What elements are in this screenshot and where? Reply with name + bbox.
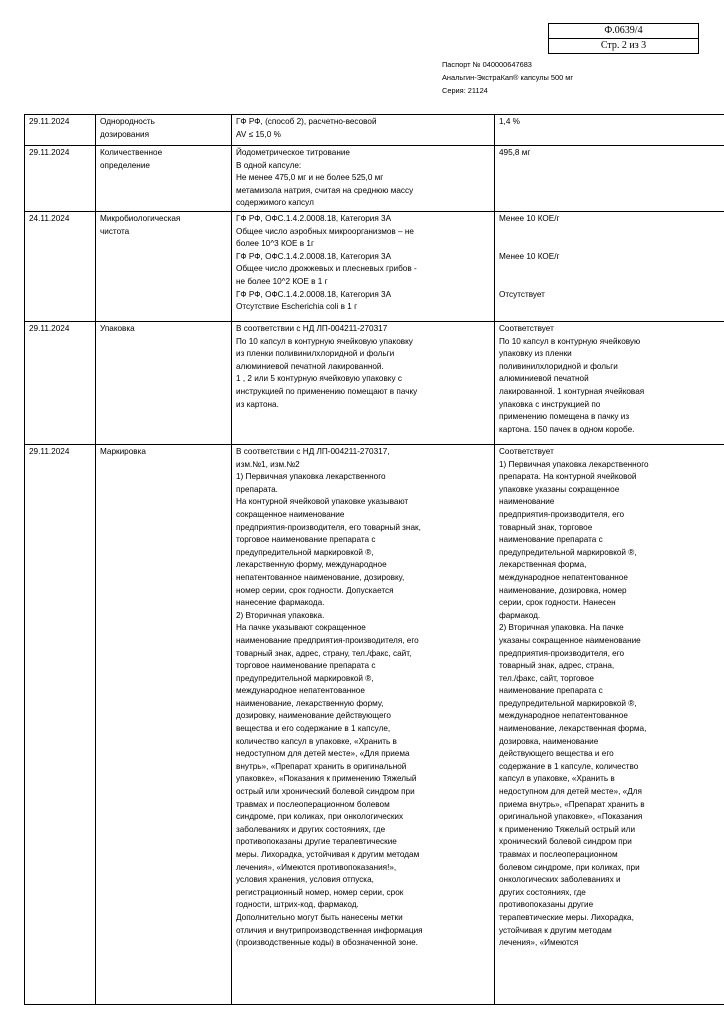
text-line: не более 10^2 КОЕ в 1 г	[236, 276, 328, 286]
text-line: 2) Вторичная упаковка. На пачке	[499, 623, 624, 633]
norm-requirement	[232, 115, 495, 146]
passport-number: Паспорт № 040000647683	[442, 60, 532, 69]
text-line: наименование предприятия-производителя, его	[236, 635, 419, 645]
text-line: тел./факс, сайт, торговое	[499, 673, 594, 683]
text-line: товарный знак, торговое	[499, 522, 593, 532]
table-row	[25, 115, 724, 146]
text-line: предупредительной маркировкой ®,	[499, 547, 637, 557]
text-line: Соответствует	[499, 324, 554, 333]
text-line: предупредительной маркировкой ®,	[499, 698, 637, 708]
text-line: противопоказаны другие	[499, 900, 594, 910]
text-line: дозировку, наименование действующего	[236, 711, 391, 721]
text-line: капсул в упаковке, «Хранить в	[499, 774, 615, 784]
text-line: торговое наименование препарата с	[236, 535, 376, 545]
text-line: лечения», «Имеются противопоказания!»,	[236, 862, 397, 872]
page-number: Стр. 2 из 3	[549, 38, 698, 53]
table-row	[25, 146, 724, 212]
text-line: 495,8 мг	[499, 148, 531, 157]
text-line: лекарственная форма,	[499, 560, 587, 570]
passport-header	[442, 58, 573, 97]
text-line: По 10 капсул в контурную ячейковую	[499, 336, 641, 346]
text-line: фармакод.	[499, 610, 541, 620]
text-line: препарата.	[236, 484, 278, 494]
text-line: На контурной ячейковой упаковке указывают	[236, 497, 409, 507]
text-line: международное непатентованное	[499, 572, 628, 582]
test-date: 29.11.2024	[25, 322, 96, 445]
text-line: алюминиевой печатной лакированной.	[236, 361, 384, 371]
text-line: устойчивая к другим методам	[499, 925, 612, 935]
text-line: к применению Тяжелый острый или	[499, 824, 636, 834]
text-line: внутрь», «Препарат хранить в оригинальной	[236, 761, 407, 771]
form-code: Ф.0639/4	[604, 25, 643, 36]
text-line: Не менее 475,0 мг и не более 525,0 мг	[236, 173, 384, 183]
text-line: отличия и внутрипроизводственная информация	[236, 925, 423, 935]
text-line: (производственные коды) в обозначенной зоне.	[236, 938, 418, 948]
test-parameter	[96, 115, 232, 146]
text-line: онкологических заболеваниях и	[499, 875, 621, 885]
text-line: предприятия-производителя, его товарный знак,	[236, 522, 421, 532]
text-line: содержание в 1 капсуле, количество	[499, 761, 639, 771]
text-line: наименование, дозировка, номер	[499, 585, 627, 595]
test-date: 29.11.2024	[25, 115, 96, 146]
text-line	[499, 238, 724, 251]
text-line: лечения», «Имеются	[499, 938, 579, 948]
text-line: Отсутствует	[499, 289, 545, 299]
text-line: поливинилхлоридной и фольги	[499, 361, 618, 371]
text-line: определение	[100, 160, 150, 170]
test-date: 29.11.2024	[25, 445, 96, 1005]
text-line: 1 , 2 или 5 контурную ячейковую упаковку с	[236, 374, 402, 384]
norm-requirement	[232, 445, 495, 1005]
text-line: вещества и его содержание в 1 капсуле,	[236, 724, 391, 734]
table-row	[25, 445, 724, 1005]
text-line: наименование препарата с	[499, 686, 603, 696]
text-line: острый или хронический болевой синдром при	[236, 787, 415, 797]
text-line: хронический болевой синдром при	[499, 837, 632, 847]
text-line: количество капсул в упаковке, «Хранить в	[236, 736, 397, 746]
test-result	[495, 445, 724, 1005]
test-result	[495, 322, 724, 445]
text-line: предприятия-производителя, его	[499, 509, 625, 519]
text-line: В одной капсуле:	[236, 160, 302, 170]
form-code-box	[548, 23, 699, 54]
text-line	[499, 276, 724, 289]
text-line: упаковке», «Показания к применению Тяжелый	[236, 774, 417, 784]
text-line: упаковка с инструкцией по	[499, 399, 601, 409]
text-line: Маркировка	[100, 447, 146, 456]
text-line: ГФ РФ, ОФС.1.4.2.0008.18, Категория 3А	[236, 289, 392, 299]
text-line: годности, штрих-код, фармакод.	[236, 900, 359, 910]
text-line: Однородность	[100, 117, 155, 126]
series-number: Серия: 21124	[442, 86, 488, 95]
text-line: метамизола натрия, считая на среднюю массу	[236, 185, 414, 195]
text-line: травмах и послеоперационном болевом	[236, 799, 390, 809]
text-line: наименование препарата с	[499, 535, 603, 545]
text-line: Менее 10 КОЕ/г	[499, 214, 560, 223]
text-line: непатентованное наименование, дозировку,	[236, 572, 405, 582]
text-line: условия хранения, условия отпуска,	[236, 875, 374, 885]
text-line: предупредительной маркировкой ®,	[236, 547, 374, 557]
text-line: изм.№1, изм.№2	[236, 459, 300, 469]
test-result	[495, 115, 724, 146]
text-line: действующего вещества и его	[499, 749, 614, 759]
text-line: серии, срок годности. Нанесен	[499, 598, 616, 608]
text-line: Йодометрическое титрование	[236, 148, 350, 157]
text-line: ГФ РФ, ОФС.1.4.2.0008.18, Категория 3А	[236, 214, 392, 223]
text-line: Общее число дрожжевых и плесневых грибов -	[236, 264, 417, 274]
text-line: указаны сокращенное наименование	[499, 635, 641, 645]
text-line: сокращенное наименование	[236, 509, 345, 519]
text-line: нанесение фармакода.	[236, 598, 325, 608]
text-line: Отсутствие Escherichia coli в 1 г	[236, 302, 358, 312]
text-line: из картона.	[236, 399, 279, 409]
table-row	[25, 212, 724, 322]
text-line: содержимого капсул	[236, 198, 314, 208]
test-parameter	[96, 212, 232, 322]
text-line: предупредительной маркировкой ®,	[236, 673, 374, 683]
text-line: Соответствует	[499, 447, 554, 456]
text-line: дозирования	[100, 129, 150, 139]
text-line: 2) Вторичная упаковка.	[236, 610, 325, 620]
test-date: 24.11.2024	[25, 212, 96, 322]
text-line: регистрационный номер, номер серии, срок	[236, 887, 404, 897]
text-line: наименование	[499, 497, 555, 507]
text-line: 1,4 %	[499, 117, 520, 126]
text-line: По 10 капсул в контурную ячейковую упаковку	[236, 336, 413, 346]
text-line: применению помещена в пачку из	[499, 412, 630, 422]
text-line: международное непатентованное	[236, 686, 365, 696]
text-line: недоступном для детей месте», «Для	[499, 787, 642, 797]
text-line: наименование, лекарственную форму,	[236, 698, 384, 708]
text-line: наименование, лекарственная форма,	[499, 724, 647, 734]
text-line: препарата. На контурной ячейковой	[499, 472, 637, 482]
norm-requirement	[232, 212, 495, 322]
text-line: чистота	[100, 226, 130, 236]
text-line: ГФ РФ, (способ 2), расчетно-весовой	[236, 117, 377, 126]
text-line: лакированной. 1 контурная ячейковая	[499, 386, 645, 396]
text-line: 1) Первичная упаковка лекарственного	[499, 459, 649, 469]
text-line: Микробиологическая	[100, 214, 181, 223]
text-line: предприятия-производителя, его	[499, 648, 625, 658]
text-line: болевом синдроме, при коликах, при	[499, 862, 640, 872]
test-result	[495, 146, 724, 212]
norm-requirement	[232, 146, 495, 212]
test-result	[495, 212, 724, 322]
text-line: торговое наименование препарата с	[236, 661, 376, 671]
text-line: ГФ РФ, ОФС.1.4.2.0008.18, Категория 3А	[236, 251, 392, 261]
text-line	[499, 226, 724, 239]
table-row	[25, 322, 724, 445]
text-line: Дополнительно могут быть нанесены метки	[236, 912, 403, 922]
text-line: Менее 10 КОЕ/г	[499, 251, 560, 261]
test-results-table	[24, 114, 724, 1005]
test-parameter	[96, 146, 232, 212]
text-line: более 10^3 КОЕ в 1г	[236, 239, 314, 249]
text-line	[499, 263, 724, 276]
text-line: синдроме, при коликах, при онкологических	[236, 812, 404, 822]
text-line: Упаковка	[100, 324, 135, 333]
text-line: Количественное	[100, 148, 163, 157]
text-line: из пленки поливинилхлоридной и фольги	[236, 349, 395, 359]
text-line: заболеваниях и других состояниях, где	[236, 824, 386, 834]
text-line: товарный знак, адрес, страну, тел./факс, сайт,	[236, 648, 412, 658]
text-line: травмах и послеоперационном	[499, 850, 618, 859]
text-line: других состояниях, где	[499, 887, 586, 897]
text-line: В соответствии с НД ЛП-004211-270317,	[236, 447, 390, 456]
product-name: Анальгин-ЭкстраКап® капсулы 500 мг	[442, 73, 574, 82]
test-date: 29.11.2024	[25, 146, 96, 212]
text-line: товарный знак, адрес, страна,	[499, 661, 615, 671]
text-line: лекарственную форму, международное	[236, 560, 387, 570]
text-line: недоступном для детей месте», «Для приема	[236, 749, 410, 759]
text-line: международное непатентованное	[499, 711, 628, 721]
text-line: меры. Лихорадка, устойчивая к другим методам	[236, 850, 420, 859]
test-parameter	[96, 322, 232, 445]
text-line: номер серии, срок годности. Допускается	[236, 585, 394, 595]
text-line: Общее число аэробных микроорганизмов – не	[236, 226, 414, 236]
text-line: алюминиевой печатной	[499, 374, 589, 384]
text-line: инструкцией по применению помещают в пачку	[236, 386, 418, 396]
text-line: упаковку из пленки	[499, 349, 572, 359]
text-line: В соответствии с НД ЛП-004211-270317	[236, 324, 388, 333]
test-parameter	[96, 445, 232, 1005]
text-line: картона. 150 пачек в одном коробе.	[499, 424, 635, 434]
text-line: 1) Первичная упаковка лекарственного	[236, 472, 386, 482]
text-line: На пачке указывают сокращенное	[236, 623, 366, 633]
text-line: AV ≤ 15,0 %	[236, 129, 281, 139]
text-line: приема внутрь», «Препарат хранить в	[499, 799, 645, 809]
text-line: терапевтические меры. Лихорадка,	[499, 912, 634, 922]
text-line: оригинальной упаковке», «Показания	[499, 812, 643, 822]
norm-requirement	[232, 322, 495, 445]
text-line: упаковке указаны сокращенное	[499, 484, 620, 494]
text-line: противопоказаны другие терапевтические	[236, 837, 397, 847]
text-line: дозировка, наименование	[499, 736, 599, 746]
